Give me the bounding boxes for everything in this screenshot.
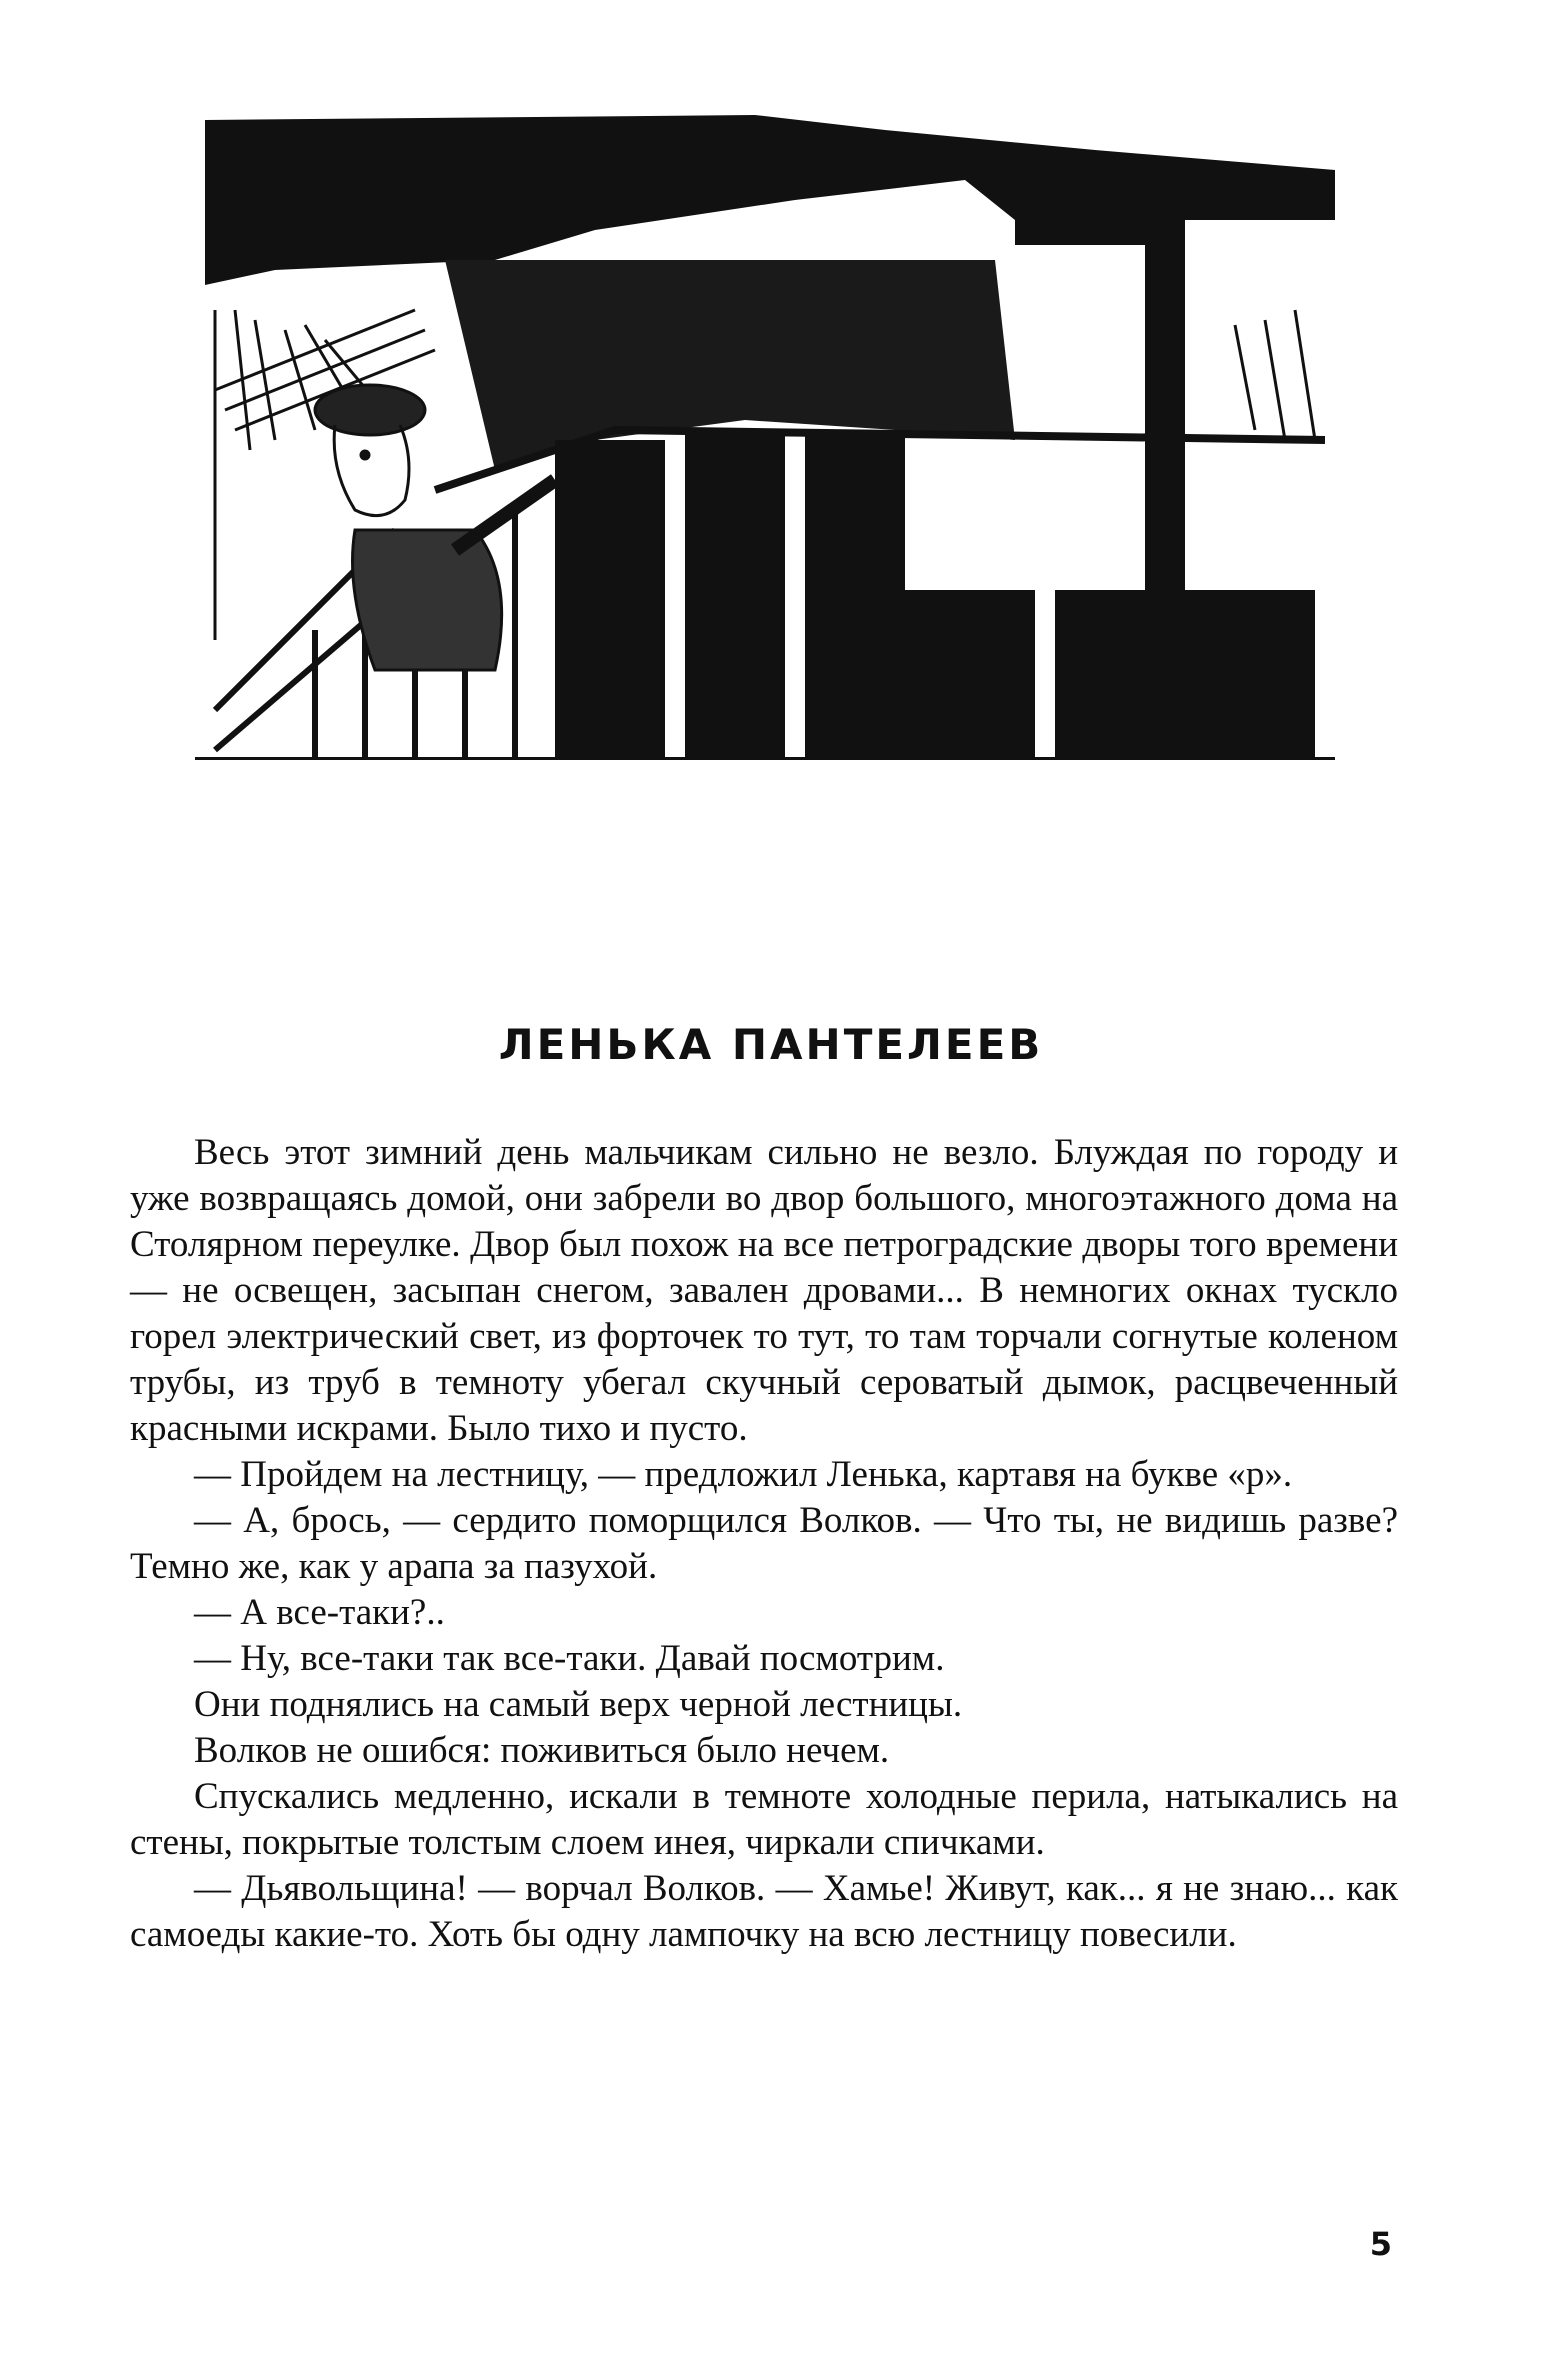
text-body	[130, 1130, 1398, 1958]
paragraph: Спускались медленно, искали в темноте холодные перила, натыкались на стены, покрытые толстым слоем инея, чиркали спичками.	[130, 1776, 1398, 1863]
paragraph: Весь этот зимний день мальчикам сильно не везло. Блуждая по городу и уже возвращаясь домой, они забрели во двор большого, многоэтажного дома на Столярном переулке. Двор был похож на все петроградские дворы того времени— не освещен, засыпан снегом, завален дровами... В немногих окнах тускло горел электрический свет, из форточек то тут, то там торчали согнутые коленом трубы, из труб в темноту убегал скучный сероватый дымок, расцвеченный красными искрами. Было тихо и пусто.	[130, 1132, 1398, 1449]
pipe	[1145, 210, 1185, 610]
railing-bar	[555, 440, 665, 760]
chapter-title: ЛЕНЬКА ПАНТЕЛЕЕВ	[498, 1020, 1044, 1069]
paragraph: — А все-таки?..	[194, 1592, 445, 1633]
railing-bar	[1055, 590, 1315, 760]
railing-bar	[685, 430, 785, 760]
paragraph: — А, брось, — сердито поморщился Волков. — Что ты, не видишь разве? Темно же, как у арапа за пазухой.	[130, 1500, 1398, 1587]
paragraph: Волков не ошибся: поживиться было нечем.	[194, 1730, 890, 1771]
paragraph: Они поднялись на самый верх черной лестницы.	[194, 1684, 963, 1725]
paragraph: — Пройдем на лестницу, — предложил Ленька, картавя на букве «р».	[194, 1454, 1293, 1495]
staircase-illustration	[195, 110, 1365, 760]
railing-bar	[805, 430, 905, 760]
paragraph: — Ну, все-таки так все-таки. Давай посмотрим.	[194, 1638, 945, 1679]
paragraph: — Дьявольщина! — ворчал Волков. — Хамье! Живут, как... я не знаю... как самоеды какие-то. Хоть бы одну лампочку на всю лестницу повесили.	[130, 1868, 1398, 1955]
railing-bar	[905, 590, 1035, 760]
page-number: 5	[1369, 2225, 1392, 2263]
